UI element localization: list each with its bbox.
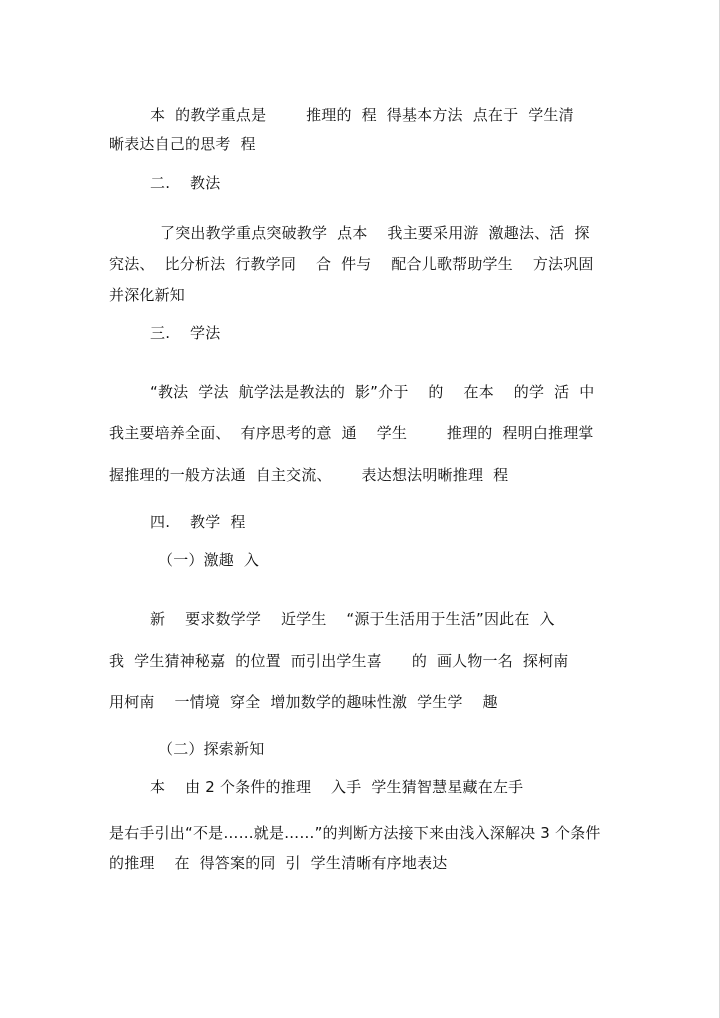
paragraph-line: 我主要培养全面、 有序思考的意 通 学生 推理的 程明白推理掌 xyxy=(109,424,594,442)
paragraph-line: 了突出教学重点突破教学 点本 我主要采用游 激趣法、活 探 xyxy=(160,224,590,242)
paragraph-line: 我 学生猜神秘嘉 的位置 而引出学生喜 的 画人物一名 探柯南 xyxy=(109,652,569,670)
subsection-heading: （一）激趣 入 xyxy=(158,551,260,569)
paragraph-line: 本 由 2 个条件的推理 入手 学生猜智慧星藏在左手 xyxy=(150,778,524,796)
paragraph-line: 晰表达自己的思考 程 xyxy=(109,135,256,153)
paragraph-line: 新 要求数学学 近学生 “源于生活用于生活”因此在 入 xyxy=(150,610,555,628)
paragraph-line: 是右手引出“不是……就是……”的判断方法接下来由浅入深解决 3 个条件 xyxy=(109,824,601,842)
section-heading: 二. 教法 xyxy=(150,174,221,192)
paragraph-line: 用柯南 一情境 穿全 增加数学的趣味性激 学生学 趣 xyxy=(109,693,498,711)
paragraph-line: “教法 学法 航学法是教法的 影”介于 的 在本 的学 活 中 xyxy=(150,383,595,401)
paragraph-line: 究法、 比分析法 行教学同 合 件与 配合儿歌帮助学生 方法巩固 xyxy=(109,255,594,273)
subsection-heading: （二）探索新知 xyxy=(158,740,265,758)
paragraph-line: 的推理 在 得答案的同 引 学生清晰有序地表达 xyxy=(109,854,448,872)
paragraph-line: 并深化新知 xyxy=(109,286,186,304)
section-heading: 四. 教学 程 xyxy=(150,513,246,531)
section-heading: 三. 学法 xyxy=(150,324,221,342)
paragraph-line: 本 的教学重点是 推理的 程 得基本方法 点在于 学生清 xyxy=(150,106,574,124)
paragraph-line: 握推理的一般方法通 自主交流、 表达想法明晰推理 程 xyxy=(109,466,509,484)
